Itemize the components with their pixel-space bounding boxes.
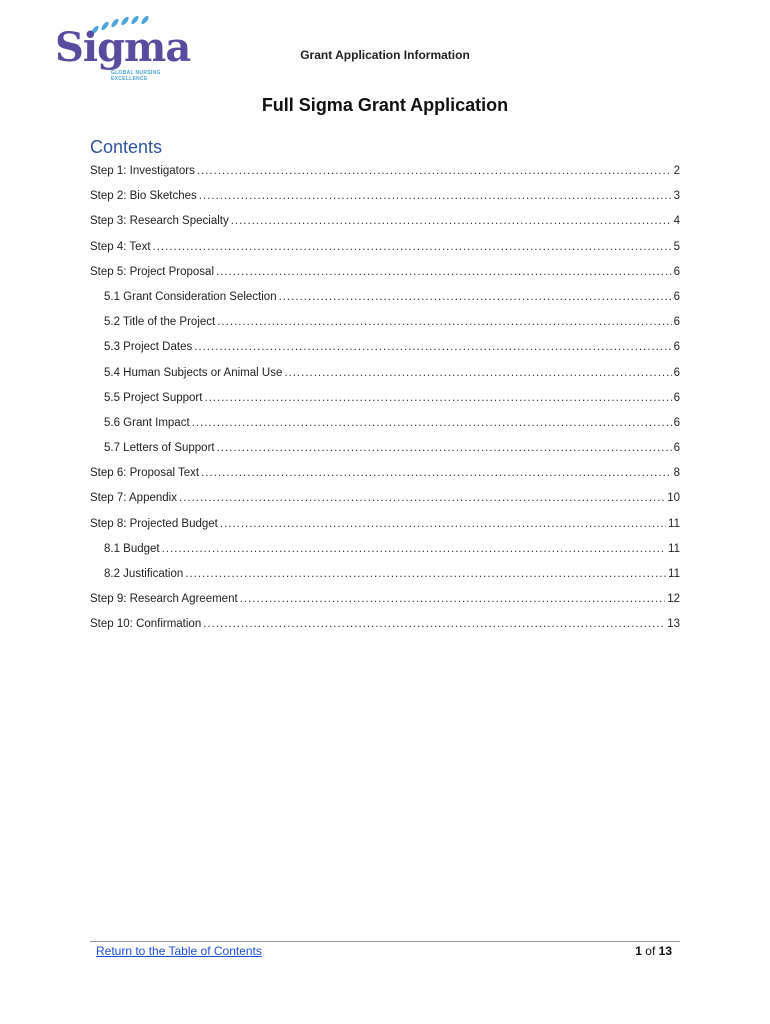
toc-entry-label: 5.4 Human Subjects or Animal Use <box>104 366 283 379</box>
toc-entry-page: 11 <box>668 568 680 580</box>
toc-dot-leader <box>203 615 665 633</box>
toc-dot-leader <box>217 439 672 457</box>
toc-entry-page: 11 <box>668 542 680 555</box>
toc-entry[interactable] <box>90 364 680 389</box>
page-number <box>635 944 672 958</box>
toc-entry-label: Step 8: Projected Budget <box>90 517 218 530</box>
toc-entry[interactable] <box>90 414 680 439</box>
toc-entry-label: 5.7 Letters of Support <box>104 442 215 455</box>
toc-entry[interactable] <box>90 540 680 565</box>
logo-wordmark: Sigma <box>55 24 191 71</box>
toc-dot-leader <box>199 187 672 205</box>
toc-entry-label: 5.1 Grant Consideration Selection <box>104 290 277 303</box>
toc-entry-page: 6 <box>673 391 680 404</box>
toc-entry[interactable] <box>90 313 680 338</box>
toc-entry-page: 13 <box>667 618 680 631</box>
toc-dot-leader <box>216 263 672 281</box>
toc-entry[interactable] <box>90 439 680 464</box>
toc-entry-label: 5.3 Project Dates <box>104 341 193 354</box>
toc-entry-page: 6 <box>673 265 680 278</box>
toc-entry-label: Step 6: Proposal Text <box>90 467 200 480</box>
page-header-title: Grant Application Information <box>300 48 470 62</box>
toc-entry[interactable] <box>90 288 680 313</box>
toc-entry[interactable] <box>90 565 680 590</box>
toc-dot-leader <box>217 313 671 331</box>
toc-entry-page: 6 <box>673 416 680 429</box>
toc-dot-leader <box>279 288 672 306</box>
toc-entry[interactable] <box>90 187 680 212</box>
toc-entry-label: 8.2 Justification <box>104 568 184 580</box>
toc-entry-label: Step 5: Project Proposal <box>90 265 215 278</box>
toc-entry[interactable] <box>90 464 680 489</box>
toc-entry-label: 8.1 Budget <box>104 542 160 555</box>
toc-entry-page: 6 <box>673 341 680 354</box>
toc-entry-label: 5.5 Project Support <box>104 391 203 404</box>
toc-dot-leader <box>153 238 672 256</box>
toc-entry-label: 5.2 Title of the Project <box>104 316 216 329</box>
toc-entry-page: 11 <box>668 517 680 530</box>
toc-entry-label: Step 9: Research Agreement <box>90 593 238 606</box>
toc-entry-page: 4 <box>673 215 680 228</box>
toc-dot-leader <box>185 565 666 583</box>
toc-dot-leader <box>194 338 671 356</box>
toc-dot-leader <box>162 540 666 558</box>
toc-entry[interactable] <box>90 515 680 540</box>
toc-entry-label: Step 2: Bio Sketches <box>90 190 197 203</box>
toc-entry-label: Step 10: Confirmation <box>90 618 202 631</box>
toc-entry[interactable] <box>90 263 680 288</box>
toc-dot-leader <box>284 364 671 382</box>
page-total: 13 <box>658 944 672 958</box>
contents-heading: Contents <box>90 137 163 157</box>
toc-entry[interactable] <box>90 238 680 263</box>
toc-entry-page: 5 <box>673 240 680 253</box>
toc-entry-label: Step 1: Investigators <box>90 165 195 177</box>
toc-entry-label: Step 3: Research Specialty <box>90 215 229 228</box>
toc-entry-label: 5.6 Grant Impact <box>104 416 190 429</box>
return-to-toc-link[interactable]: Return to the Table of Contents <box>96 944 262 958</box>
footer-divider <box>90 941 680 942</box>
toc-entry-page: 6 <box>673 442 680 455</box>
toc-dot-leader <box>204 389 671 407</box>
toc-entry[interactable] <box>90 590 680 615</box>
table-of-contents <box>90 162 680 641</box>
toc-dot-leader <box>240 590 666 608</box>
toc-entry[interactable] <box>90 615 680 640</box>
toc-entry-page: 10 <box>667 492 680 505</box>
toc-dot-leader <box>220 515 666 533</box>
toc-entry-label: Step 7: Appendix <box>90 492 177 505</box>
logo-tagline: GLOBAL NURSING EXCELLENCE <box>111 70 161 82</box>
toc-entry-page: 6 <box>673 290 680 303</box>
toc-dot-leader <box>192 414 672 432</box>
toc-dot-leader <box>231 212 672 230</box>
toc-dot-leader <box>201 464 671 482</box>
page-current: 1 <box>635 944 642 958</box>
toc-entry[interactable] <box>90 389 680 414</box>
document-title: Full Sigma Grant Application <box>261 95 509 115</box>
toc-entry[interactable] <box>90 338 680 363</box>
toc-entry[interactable] <box>90 162 680 187</box>
toc-entry-page: 3 <box>673 190 680 203</box>
toc-entry-label: Step 4: Text <box>90 240 151 253</box>
toc-entry-page: 6 <box>673 316 680 329</box>
toc-dot-leader <box>197 162 672 180</box>
toc-dot-leader <box>179 489 665 507</box>
toc-entry[interactable] <box>90 212 680 237</box>
toc-entry[interactable] <box>90 489 680 514</box>
toc-entry-page: 12 <box>667 593 680 606</box>
toc-entry-page: 6 <box>673 366 680 379</box>
toc-entry-page: 8 <box>673 467 680 480</box>
page-of: of <box>645 944 656 958</box>
toc-entry-page: 2 <box>673 165 680 177</box>
